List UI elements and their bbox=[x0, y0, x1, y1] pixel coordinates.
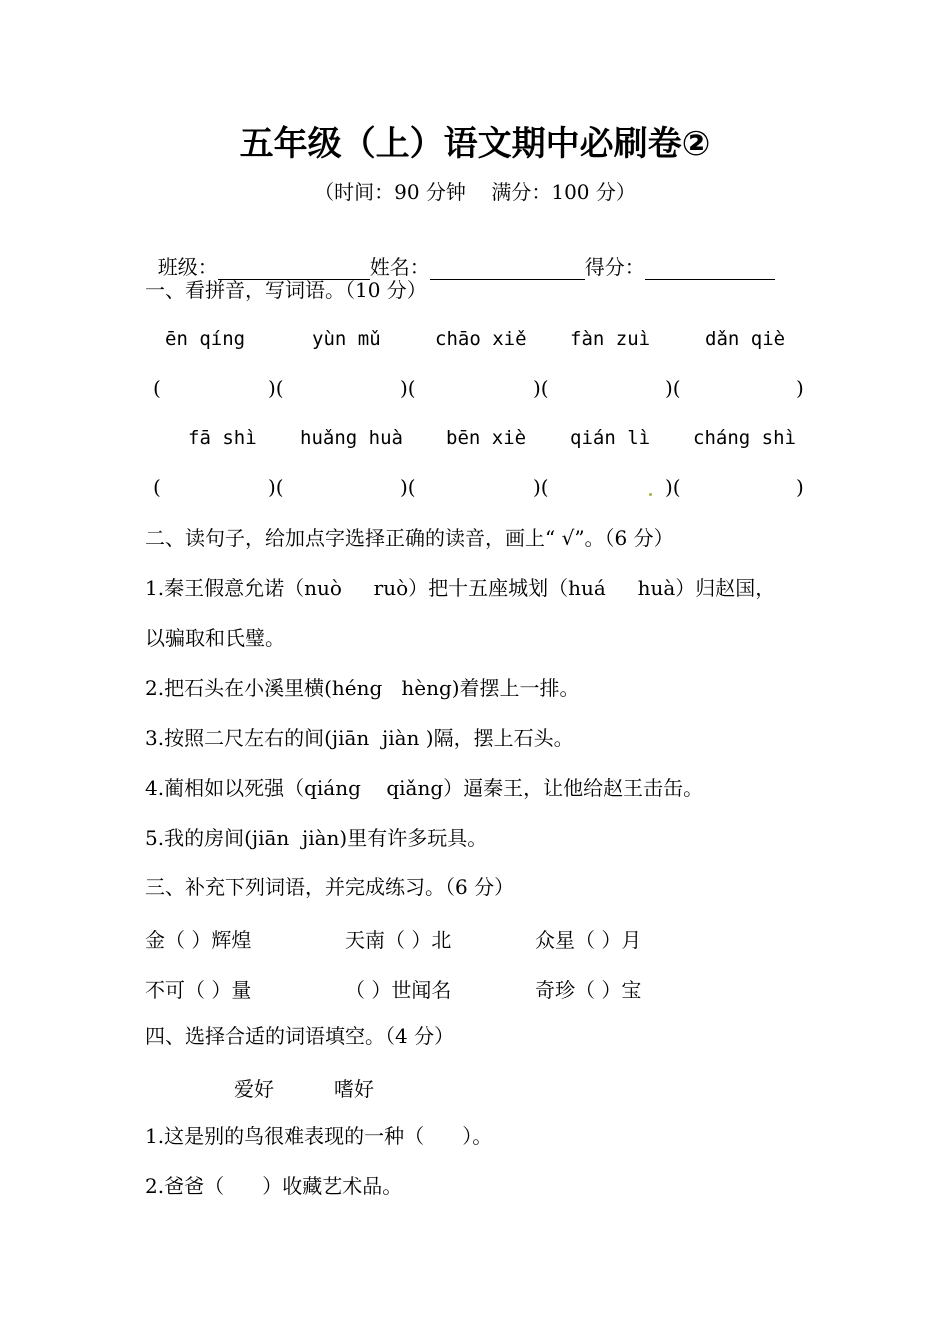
question-line: 5.我的房间(jiān jiàn)里有许多玩具。 bbox=[145, 826, 488, 850]
name-blank[interactable] bbox=[430, 257, 585, 280]
pinyin-item: dǎn qiè bbox=[705, 328, 786, 350]
exam-subtitle: （时间：90 分钟 满分：100 分） bbox=[314, 180, 636, 204]
pinyin-item: cháng shì bbox=[693, 427, 796, 449]
question-line: 2.爸爸（ ）收藏艺术品。 bbox=[145, 1174, 403, 1198]
score-blank[interactable] bbox=[645, 257, 775, 280]
student-info-line bbox=[145, 228, 775, 280]
class-label: 班级： bbox=[157, 255, 218, 279]
pinyin-item: fā shì bbox=[188, 427, 257, 449]
page-title: 五年级（上）语文期中必刷卷② bbox=[239, 124, 711, 164]
section-2-heading: 二、读句子，给加点字选择正确的读音，画上“ √”。（6 分） bbox=[145, 526, 674, 550]
question-line: 1.秦王假意允诺（nuò ruò）把十五座城划（huá huà）归赵国， bbox=[145, 576, 776, 600]
idiom-item[interactable]: 不可（ ）量 bbox=[145, 978, 252, 1002]
pinyin-item: fàn zuì bbox=[570, 328, 651, 350]
word-choice: 嗜好 bbox=[334, 1077, 374, 1101]
pinyin-item: bēn xiè bbox=[446, 427, 527, 449]
pinyin-item: chāo xiě bbox=[435, 328, 527, 350]
pinyin-item: ēn qíng bbox=[165, 328, 246, 350]
pinyin-item: huǎng huà bbox=[300, 427, 403, 449]
exam-page: 五年级（上）语文期中必刷卷② （时间：90 分钟 满分：100 分） 班级： 姓名： 得分： 一、看拼音，写词语。（10 分） ēn qíng yùn mǔ chāo xiě fàn zuì dǎn qiè ( )( )( )( )( ) fā shì huǎng huà bēn xiè qián lì cháng shì ( )( )( )( )( ) 二、读句子，给加点字选择正确的读音，画上“ √”。（6 分） 1.秦王假意允诺（nuò ruò）把十五座城划（huá huà）归赵国， 以骗取和氏璧。 2.把石头在小溪里横(héng hèng)着摆上一排。 3.按照二尺左右的间(jiān jiàn )隔，摆上石头。 4.蔺相如以死强（qiáng qiǎng）逼秦王，让他给赵王击缶。 5.我的房间(jiān jiàn)里有许多玩具。 三、补充下列词语，并完成练习。（6 分） 金（ ）辉煌 天南（ ）北 众星（ ）月 不可（ ）量 （ ）世闻名 奇珍（ ）宝 四、选择合适的词语填空。（4 分） 爱好 嗜好 1.这是别的鸟很难表现的一种（ ）。 2.爸爸（ ）收藏艺术品。 bbox=[0, 0, 950, 1344]
section-4-heading: 四、选择合适的词语填空。（4 分） bbox=[145, 1024, 455, 1048]
question-line: 以骗取和氏璧。 bbox=[145, 626, 285, 650]
section-1-heading: 一、看拼音，写词语。（10 分） bbox=[145, 278, 427, 302]
pinyin-item: qián lì bbox=[570, 427, 651, 449]
question-line: 4.蔺相如以死强（qiáng qiǎng）逼秦王，让他给赵王击缶。 bbox=[145, 776, 704, 800]
idiom-item[interactable]: 天南（ ）北 bbox=[345, 928, 452, 952]
question-line: 3.按照二尺左右的间(jiān jiàn )隔，摆上石头。 bbox=[145, 726, 574, 750]
pinyin-item: yùn mǔ bbox=[312, 328, 381, 350]
stray-dot bbox=[649, 493, 652, 496]
idiom-item[interactable]: 奇珍（ ）宝 bbox=[535, 978, 642, 1002]
section-3-heading: 三、补充下列词语，并完成练习。（6 分） bbox=[145, 875, 515, 899]
question-line: 2.把石头在小溪里横(héng hèng)着摆上一排。 bbox=[145, 676, 580, 700]
question-line: 1.这是别的鸟很难表现的一种（ ）。 bbox=[145, 1124, 493, 1148]
idiom-item[interactable]: 众星（ ）月 bbox=[535, 928, 642, 952]
word-choice: 爱好 bbox=[234, 1077, 274, 1101]
idiom-item[interactable]: （ ）世闻名 bbox=[345, 978, 452, 1002]
name-label: 姓名： bbox=[369, 255, 430, 279]
idiom-item[interactable]: 金（ ）辉煌 bbox=[145, 928, 252, 952]
score-label: 得分： bbox=[584, 255, 645, 279]
